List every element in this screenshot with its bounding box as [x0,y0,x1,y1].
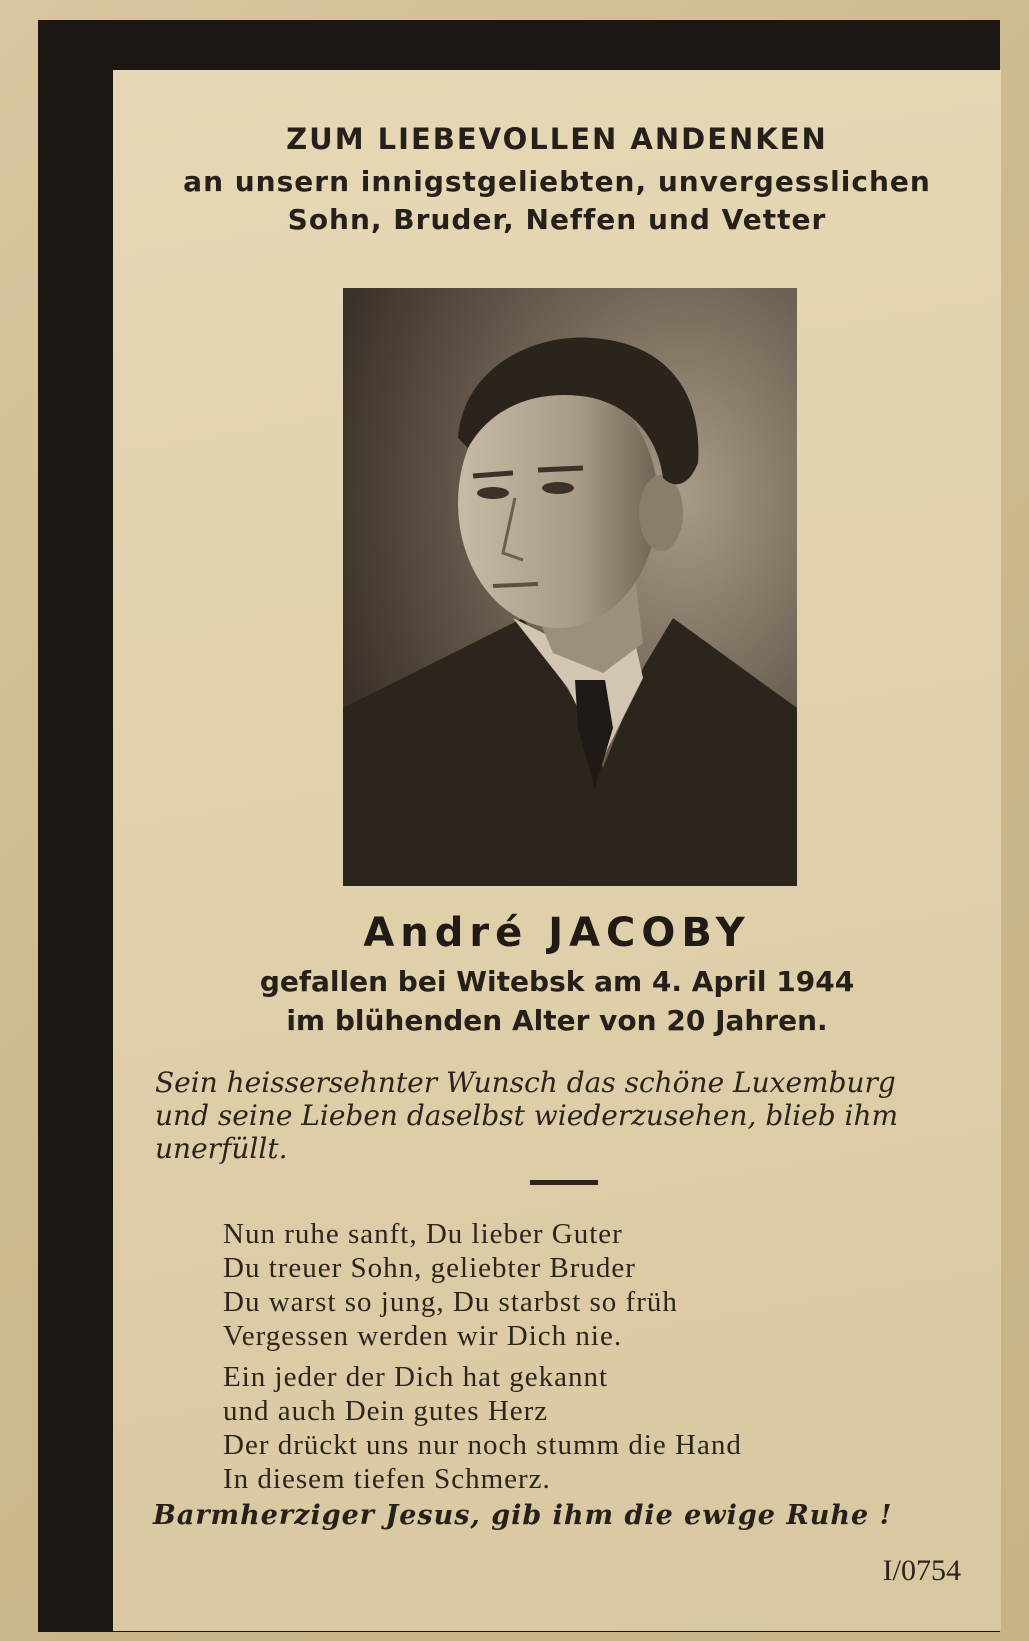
wish-line-2: und seine Lieben daselbst wiederzusehen, blieb ihm [155,1099,899,1132]
poem-line: Vergessen werden wir Dich nie. [223,1320,623,1352]
poem-stanza-2 [223,1360,742,1496]
mourning-border [38,20,1000,1632]
wish-line-1: Sein heissersehnter Wunsch das schöne Luxemburg [155,1066,896,1099]
deceased-name: André JACOBY [363,910,751,956]
poem-stanza-1 [223,1217,678,1353]
poem-line: und auch Dein gutes Herz [223,1395,549,1427]
poem-line: Du warst so jung, Du starbst so früh [223,1286,678,1318]
poem-line: Nun ruhe sanft, Du lieber Guter [223,1218,623,1250]
wish-line-3: unerfüllt. [155,1132,288,1165]
poem-line: In diesem tiefen Schmerz. [223,1463,551,1495]
divider [530,1180,598,1185]
card-body [113,70,1001,1631]
heading-line-2: an unsern innigstgeliebten, unvergesslichen [183,165,931,198]
poem-line: Der drückt uns nur noch stumm die Hand [223,1429,742,1461]
wish-text [155,1066,965,1165]
heading-line-3: Sohn, Bruder, Neffen und Vetter [287,203,827,236]
prayer-line: Barmherziger Jesus, gib ihm die ewige Ruhe ! [153,1500,893,1531]
age-details: im blühenden Alter von 20 Jahren. [286,1004,828,1037]
heading-line-1: ZUM LIEBEVOLLEN ANDENKEN [286,122,828,156]
card-number: I/0754 [882,1554,961,1587]
death-details: gefallen bei Witebsk am 4. April 1944 [259,965,855,998]
portrait-photo [343,288,797,886]
poem-line: Du treuer Sohn, geliebter Bruder [223,1252,636,1284]
poem-line: Ein jeder der Dich hat gekannt [223,1361,609,1393]
